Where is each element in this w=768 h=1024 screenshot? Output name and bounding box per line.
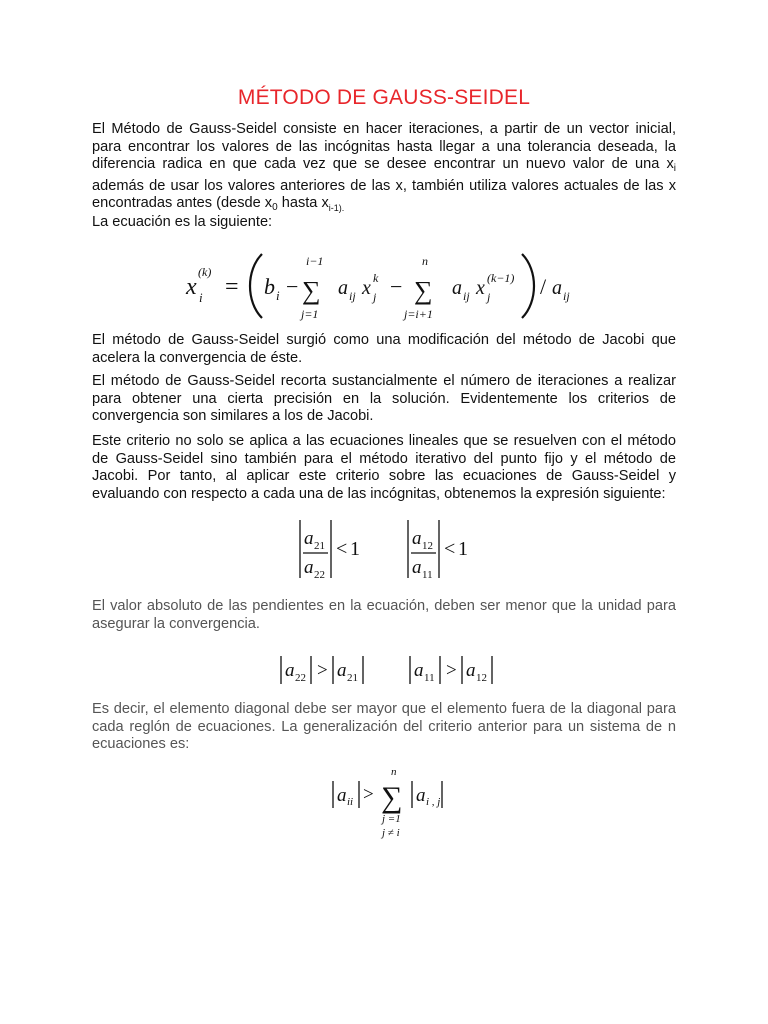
ratio-1-numerator: a [304,528,314,549]
abs-2-left: a [414,660,424,681]
intro-paragraph: El Método de Gauss-Seidel consiste en hacer iteraciones, a partir de un vector inicial, para encontrar los valores de las incógnitas hasta llegar a una tolerancia deseada, la diferencia radica en que cada vez que se desee encontrar un nuevo valor de una $x_i$ además de usar los valores anteriores de las x, también utiliza valores actuales de las x encontradas antes (desde $x_0$ hasta $x_{i-1).}$ [92,121,676,214]
general-greater-than: > [363,784,374,805]
ratio-1-denominator: a [304,557,314,578]
general-sum-bottom-2: j ≠ i [382,827,400,839]
formula-x1: x [362,277,371,299]
formula-b: b [264,274,275,299]
formula-a3: a [552,277,562,299]
gauss-seidel-formula [92,246,676,322]
formula-sum1-top: i−1 [306,254,324,268]
abs-criterion-2 [410,656,492,684]
formula-sum2-bottom: j=i+1 [404,307,433,321]
abs-2-right: a [466,660,476,681]
abs-2-left-sub: 11 [424,672,435,684]
formula-right-paren [522,254,534,318]
formula-minus-2: − [390,274,403,299]
formula-sum2-sigma: ∑ [414,276,433,305]
formula-left-paren [250,254,262,318]
formula-sum1-bottom: j=1 [301,307,319,321]
formula-a2-sub: ij [463,289,470,303]
paragraph-convergence-criterion: Este criterio no solo se aplica a las ecuaciones lineales que se resuelven con el método de Gauss-Seidel sino también para el método iterativo del punto fijo y el método de Jacobi. Por tanto, al aplicar este criterio sobre las ecuaciones de Gauss-Seidel y evaluando con respecto a cada una de las incógnitas, obtenemos la expresión siguiente: [92,433,676,502]
formula-x1-sup: k [373,271,379,285]
abs-criterion-1 [281,656,363,684]
formula-lhs-x: x [186,274,197,300]
formula-a1: a [338,277,348,299]
formula-lhs-sub: i [199,290,203,305]
formula-sum2-top: n [422,254,428,268]
abs-1-greater-than: > [317,660,328,681]
ratio-1-less-than: < [336,538,348,560]
abs-1-right-sub: 21 [347,672,358,684]
formula-lhs-sup: (k) [198,265,212,279]
general-sigma: ∑ [381,781,403,814]
formula-divide: / [540,274,547,299]
paragraph-absolute-value: El valor absoluto de las pendientes en la ecuación, deben ser menor que la unidad para asegurar la convergencia. [92,598,676,632]
abs-1-left-sub: 22 [295,672,306,684]
formula-a3-sub: ij [563,289,570,303]
absolute-criteria [92,652,676,688]
ratio-2-one: 1 [458,538,468,560]
equation-label: La ecuación es la siguiente: [92,214,273,230]
general-right: a [416,785,426,806]
abs-1-right: a [337,660,347,681]
abs-1-left: a [285,660,295,681]
general-criterion [92,764,676,842]
general-sum-bottom-1: j =1 [382,813,401,825]
ratio-2-numerator-sub: 12 [422,540,433,552]
page-title: MÉTODO DE GAUSS-SEIDEL [237,86,531,109]
paragraph-iteration-reduction: El método de Gauss-Seidel recorta sustancialmente el número de iteraciones a realizar para obtener una cierta precisión en la solución. Evidentemente los criterios de convergencia son similares a los de Jacobi. [92,373,676,425]
formula-x2-sup: (k−1) [487,271,515,285]
ratio-1-one: 1 [350,538,360,560]
paragraph-jacobi-modification: El método de Gauss-Seidel surgió como una modificación del método de Jacobi que acelera la convergencia de éste. [92,332,676,366]
ratio-2-denominator-sub: 11 [422,569,433,581]
formula-x2: x [476,277,485,299]
formula-x2-sub: j [487,290,491,304]
ratio-1-denominator-sub: 22 [314,569,325,581]
ratio-criteria [92,516,676,582]
general-left-sub: ii [347,796,354,808]
formula-sum1-sigma: ∑ [302,276,321,305]
general-sum-top: n [391,766,397,778]
formula-x1-sub: j [373,290,377,304]
paragraph-diagonal-dominance: Es decir, el elemento diagonal debe ser mayor que el elemento fuera de la diagonal para cada reglón de ecuaciones. La generalización del criterio anterior para un sistema de n ecuaciones es: [92,701,676,753]
ratio-2-less-than: < [444,538,456,560]
formula-b-sub: i [276,288,280,303]
ratio-criterion-2 [408,520,468,581]
ratio-1-numerator-sub: 21 [314,540,325,552]
ratio-criterion-1 [300,520,360,581]
abs-2-right-sub: 12 [476,672,487,684]
abs-2-greater-than: > [446,660,457,681]
general-right-sub: i , j [426,796,441,808]
formula-a2: a [452,277,462,299]
formula-a1-sub: ij [349,289,356,303]
ratio-2-numerator: a [412,528,422,549]
ratio-2-denominator: a [412,557,422,578]
general-left: a [337,785,347,806]
formula-minus-1: − [286,274,299,299]
formula-equals: = [225,274,239,300]
